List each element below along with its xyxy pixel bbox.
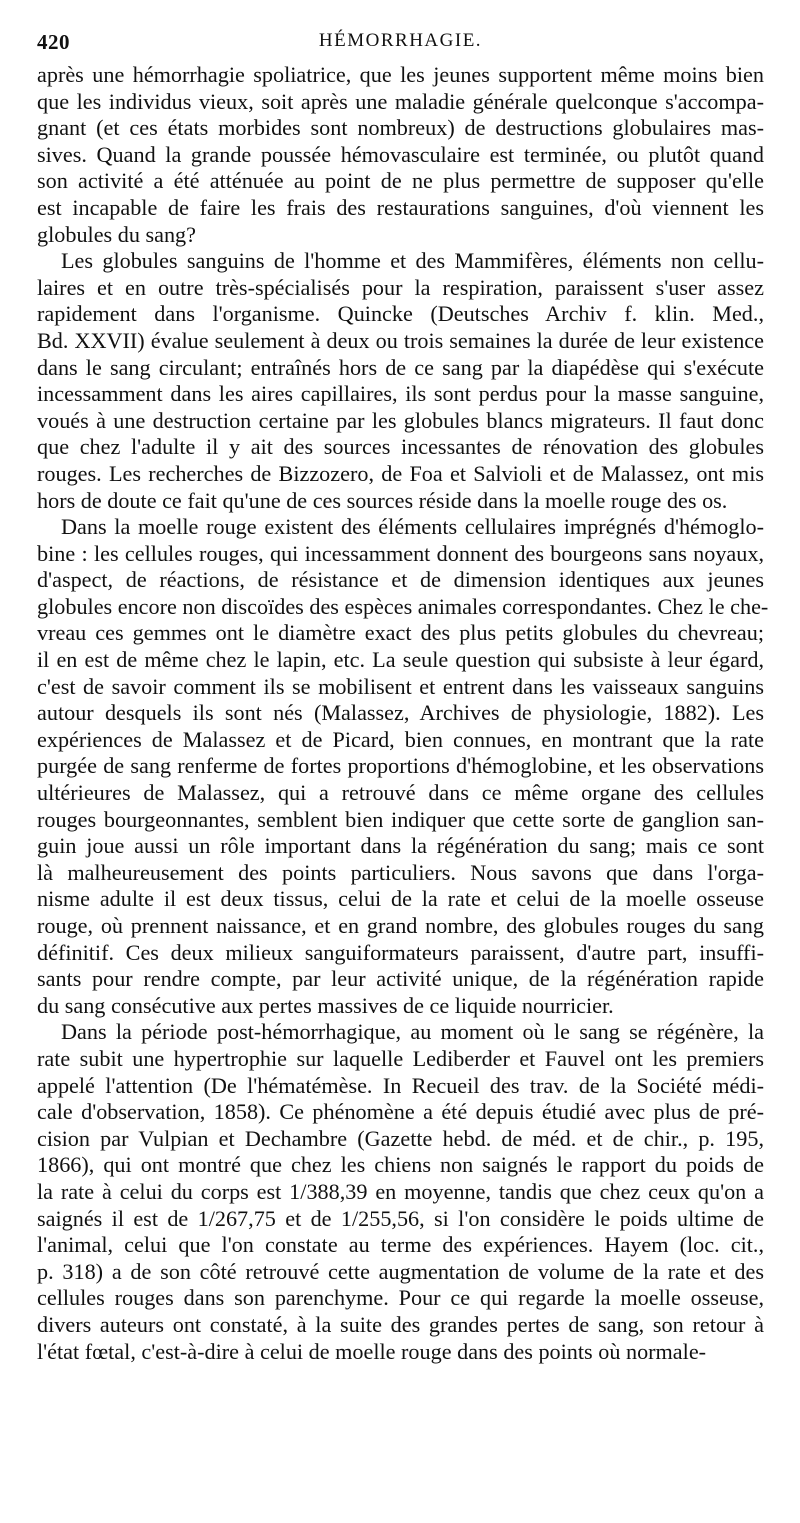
paragraph	[37, 1019, 764, 1365]
text-line: rapidement dans l'organisme. Quincke (Deutsches Archiv f. klin. Med.,	[37, 301, 764, 327]
text-line: bine : les cellules rouges, qui incessamment donnent des bourgeons sans noyaux,	[37, 540, 764, 566]
text-line: l'état fœtal, c'est-à-dire à celui de moelle rouge dans des points où normale-	[37, 1338, 707, 1364]
text-line: purgée de sang renferme de fortes proportions d'hémoglobine, et les observations	[37, 753, 764, 779]
text-line: vreau ces gemmes ont le diamètre exact des plus petits globules du chevreau;	[37, 620, 764, 646]
text-line: voués à une destruction certaine par les globules blancs migrateurs. Il faut donc	[37, 407, 764, 433]
text-line: du sang consécutive aux pertes massives de ce liquide nourricier.	[37, 992, 614, 1018]
text-line: saignés il est de 1/267,75 et de 1/255,56, si l'on considère le poids ultime de	[37, 1205, 764, 1231]
text-line: sants pour rendre compte, par leur activité unique, de la régénération rapide	[37, 966, 764, 992]
text-line: Bd. XXVII) évalue seulement à deux ou trois semaines la durée de leur existence	[37, 327, 764, 353]
text-line: cellules rouges dans son parenchyme. Pour ce qui regarde la moelle osseuse,	[37, 1285, 764, 1311]
paragraph	[37, 248, 764, 514]
text-line: il en est de même chez le lapin, etc. La seule question qui subsiste à leur égard,	[37, 647, 764, 673]
text-line: rate subit une hypertrophie sur laquelle Lediberder et Fauvel ont les premiers	[37, 1045, 764, 1071]
text-line: après une hémorrhagie spoliatrice, que les jeunes supportent même moins bien	[37, 62, 764, 87]
text-line: cale d'observation, 1858). Ce phénomène a été depuis étudié avec plus de pré-	[37, 1099, 764, 1125]
text-line: 1866), qui ont montré que chez les chiens non saignés le rapport du poids de	[37, 1152, 764, 1178]
text-line: d'aspect, de réactions, de résistance et de dimension identiques aux jeunes	[37, 567, 764, 593]
text-line: est incapable de faire les frais des restaurations sanguines, d'où viennent les	[37, 194, 764, 220]
text-line: dans le sang circulant; entraînés hors de ce sang par la diapédèse qui s'exécute	[37, 354, 764, 380]
text-line: son activité a été atténuée au point de ne plus permettre de supposer qu'elle	[37, 168, 764, 194]
text-line: rouges. Les recherches de Bizzozero, de Foa et Salvioli et de Malassez, ont mis	[37, 460, 764, 486]
text-line: hors de doute ce fait qu'une de ces sources réside dans la moelle rouge des os.	[37, 487, 728, 513]
text-line: Les globules sanguins de l'homme et des Mammifères, éléments non cellu-	[61, 248, 764, 274]
page-number: 420	[37, 30, 70, 54]
text-line: que les individus vieux, soit après une maladie générale quelconque s'accompa-	[37, 88, 764, 114]
text-line: globules du sang?	[37, 221, 196, 247]
running-head: HÉMORRHAGIE.	[318, 30, 483, 51]
text-line: laires et en outre très-spécialisés pour la respiration, paraissent s'user assez	[37, 274, 764, 300]
text-line: p. 318) a de son côté retrouvé cette augmentation de volume de la rate et des	[37, 1258, 764, 1284]
text-line: la rate à celui du corps est 1/388,39 en moyenne, tandis que chez ceux qu'on a	[37, 1178, 764, 1204]
text-line: l'animal, celui que l'on constate au terme des expériences. Hayem (loc. cit.,	[37, 1232, 764, 1258]
text-line: expériences de Malassez et de Picard, bien connues, en montrant que la rate	[37, 726, 764, 752]
text-line: c'est de savoir comment ils se mobilisent et entrent dans les vaisseaux sanguins	[37, 673, 764, 699]
text-line: nisme adulte il est deux tissus, celui de la rate et celui de la moelle osseuse	[37, 886, 764, 912]
text-line: incessamment dans les aires capillaires, ils sont perdus pour la masse sanguine,	[37, 381, 764, 407]
text-line: globules encore non discoïdes des espèces animales correspondantes. Chez le che-	[37, 593, 769, 619]
text-line: Dans la moelle rouge existent des éléments cellulaires imprégnés d'hémoglo-	[61, 514, 764, 540]
paragraph	[37, 514, 769, 1019]
text-line: appelé l'attention (De l'hématémèse. In Recueil des trav. de la Société médi-	[37, 1072, 764, 1098]
text-line: Dans la période post-hémorrhagique, au moment où le sang se régénère, la	[61, 1019, 764, 1045]
page-header	[37, 26, 764, 62]
text-line: divers auteurs ont constaté, à la suite des grandes pertes de sang, son retour à	[37, 1311, 764, 1337]
text-line: guin joue aussi un rôle important dans la régénération du sang; mais ce sont	[37, 833, 764, 859]
body-text	[37, 62, 769, 1365]
text-line: rouge, où prennent naissance, et en grand nombre, des globules rouges du sang	[37, 913, 764, 938]
text-line: cision par Vulpian et Dechambre (Gazette hebd. de méd. et de chir., p. 195,	[37, 1125, 764, 1151]
text-line: que chez l'adulte il y ait des sources incessantes de rénovation des globules	[37, 434, 764, 460]
text-line: rouges bourgeonnantes, semblent bien indiquer que cette sorte de ganglion san-	[37, 806, 764, 832]
paragraph	[37, 62, 764, 248]
text-line: ultérieures de Malassez, qui a retrouvé dans ce même organe des cellules	[37, 780, 764, 806]
text-line: autour desquels ils sont nés (Malassez, Archives de physiologie, 1882). Les	[37, 700, 764, 726]
text-line: là malheureusement des points particuliers. Nous savons que dans l'orga-	[37, 859, 764, 885]
text-line: définitif. Ces deux milieux sanguiformateurs paraissent, d'autre part, insuffi-	[37, 939, 764, 965]
text-line: sives. Quand la grande poussée hémovasculaire est terminée, ou plutôt quand	[37, 141, 764, 167]
text-line: gnant (et ces états morbides sont nombreux) de destructions globulaires mas-	[37, 115, 764, 141]
